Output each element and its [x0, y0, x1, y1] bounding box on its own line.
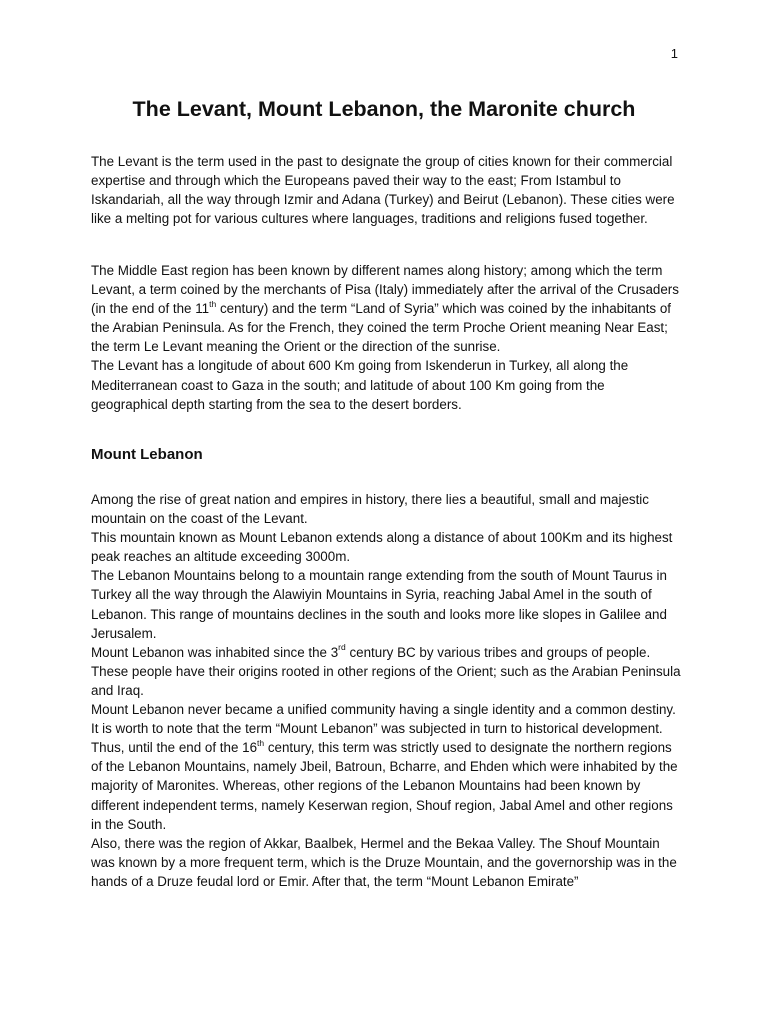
intro-paragraph	[91, 152, 681, 228]
paragraph-text-part: century) and the term “Land of Syria” which was coined by the inhabitants of the Arabian Peninsula. As for the French, they coined the term Proche Orient meaning Near East; the term Le Levant meaning the Orient or the direction of the sunrise.	[91, 301, 671, 355]
paragraph-text-part: century, this term was strictly used to designate the northern regions of the Lebanon Mountains, namely Jbeil, Batroun, Bcharre, and Ehden which were inhabited by the majority of Maronites. Whereas, other regions of the Lebanon Mountains had been known by different independent terms, namely Keserwan region, Shouf region, Jabal Amel and other regions in the South.	[91, 740, 678, 832]
middle-east-names-paragraph	[91, 261, 681, 356]
body-paragraph: This mountain known as Mount Lebanon extends along a distance of about 100Km and its highest peak reaches an altitude exceeding 3000m.	[91, 530, 673, 565]
levant-history-block	[91, 261, 681, 414]
body-paragraph: Mount Lebanon never became a unified community having a single identity and a common destiny.	[91, 702, 676, 718]
body-paragraph	[91, 738, 681, 833]
mount-lebanon-body	[91, 490, 681, 891]
superscript: th	[257, 737, 265, 748]
body-paragraph	[91, 643, 681, 700]
paragraph-text-part: Mount Lebanon was inhabited since the 3	[91, 644, 339, 660]
levant-definition-text: The Levant is the term used in the past to designate the group of cities known for their commercial expertise and through which the Europeans paved their way to the east; From Istambul to Iskandariah, all the way through Izmir and Adana (Turkey) and Beirut (Lebanon). These cities were like a melting pot for various cultures where languages, traditions and religions fused together.	[91, 154, 675, 227]
body-paragraph: The Lebanon Mountains belong to a mountain range extending from the south of Mount Taurus in Turkey all the way through the Alawiyin Mountains in Syria, reaching Jabal Amel in the south of Lebanon. This range of mountains declines in the south and looks more like slopes in Galilee and Jerusalem.	[91, 568, 667, 641]
paragraph-text-part: Thus, until the end of the 16	[91, 740, 258, 756]
section-heading-mount-lebanon: Mount Lebanon	[91, 446, 203, 463]
body-paragraph: Also, there was the region of Akkar, Baalbek, Hermel and the Bekaa Valley. The Shouf Mountain was known by a more frequent term, which is the Druze Mountain, and the governorship was in the hands of a Druze feudal lord or Emir. After that, the term “Mount Lebanon Emirate”	[91, 835, 677, 889]
paragraph-text-part: The Middle East region has been known by different names along history; among which the term Levant, a term coined by the merchants of Pisa (Italy) immediately after the arrival of the Crusaders (in the end of the 11	[91, 263, 679, 317]
superscript: rd	[338, 642, 346, 653]
paragraph-text-part: century BC by various tribes and groups of people. These people have their origins rooted in other regions of the Orient; such as the Arabian Peninsula and Iraq.	[91, 644, 681, 698]
document-title: The Levant, Mount Lebanon, the Maronite church	[132, 97, 636, 121]
page-number: 1	[670, 46, 678, 61]
levant-geography-paragraph: The Levant has a longitude of about 600 Km going from Iskenderun in Turkey, all along the Mediterranean coast to Gaza in the south; and latitude of about 100 Km going from the geographical depth starting from the sea to the desert borders.	[91, 358, 629, 412]
body-paragraph: Among the rise of great nation and empires in history, there lies a beautiful, small and majestic mountain on the coast of the Levant.	[91, 492, 649, 527]
superscript: th	[209, 298, 217, 309]
body-paragraph: It is worth to note that the term “Mount Lebanon” was subjected in turn to historical development.	[91, 721, 663, 737]
